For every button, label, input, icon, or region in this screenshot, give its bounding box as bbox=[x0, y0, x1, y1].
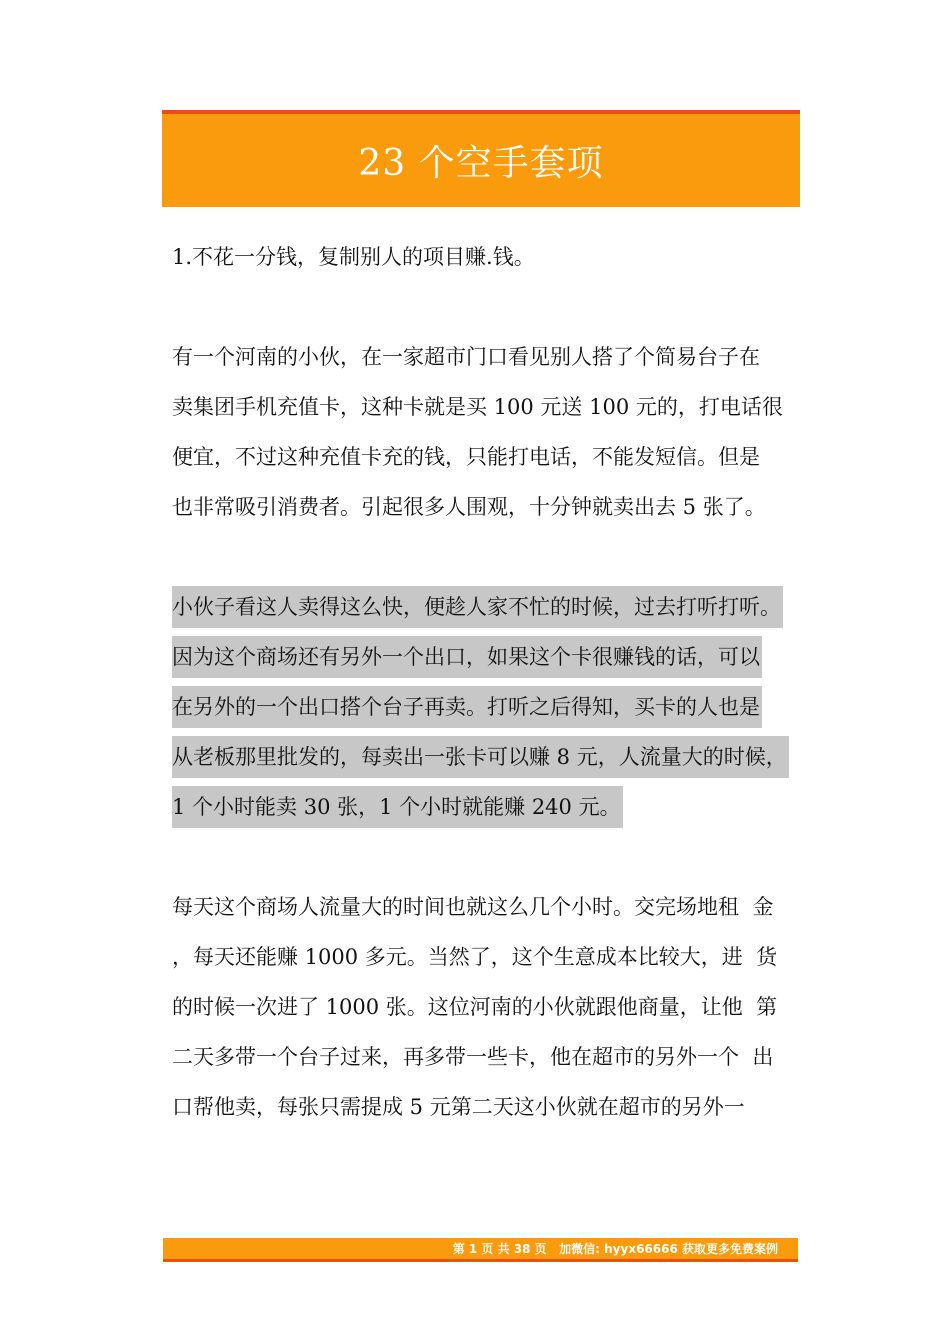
paragraph-line: 每天这个商场人流量大的时间也就这么几个小时。交完场地租 金 bbox=[172, 895, 774, 919]
highlighted-text: 1 个小时能卖 30 张，1 个小时就能赚 240 元。 bbox=[172, 786, 623, 828]
paragraph-line: 也非常吸引消费者。引起很多人围观，十分钟就卖出去 5 张了。 bbox=[172, 495, 766, 519]
highlighted-text: 从老板那里批发的，每卖出一张卡可以赚 8 元，人流量大的时候， bbox=[172, 736, 789, 778]
paragraph-line: 口帮他卖，每张只需提成 5 元第二天这小伙就在超市的另外一 bbox=[172, 1095, 745, 1119]
paragraph-line bbox=[172, 682, 812, 732]
spacer bbox=[172, 282, 812, 332]
paragraph-line bbox=[172, 582, 812, 632]
title-banner bbox=[162, 110, 800, 207]
paragraph-1 bbox=[172, 332, 812, 532]
paragraph-3 bbox=[172, 882, 812, 1132]
paragraph-line bbox=[172, 632, 812, 682]
section-heading: 1.不花一分钱，复制别人的项目赚.钱。 bbox=[172, 245, 535, 269]
paragraph-line: 的时候一次进了 1000 张。这位河南的小伙就跟他商量，让他 第 bbox=[172, 995, 778, 1019]
paragraph-2-highlighted bbox=[172, 582, 812, 832]
highlighted-text: 小伙子看这人卖得这么快，便趁人家不忙的时候，过去打听打听。 bbox=[172, 586, 783, 628]
page-footer bbox=[163, 1238, 798, 1262]
paragraph-line: 便宜，不过这种充值卡充的钱，只能打电话，不能发短信。但是 bbox=[172, 445, 760, 469]
paragraph-line: 有一个河南的小伙，在一家超市门口看见别人搭了个简易台子在 bbox=[172, 345, 760, 369]
highlighted-text: 在另外的一个出口搭个台子再卖。打听之后得知，买卡的人也是 bbox=[172, 686, 762, 728]
paragraph-line bbox=[172, 782, 812, 832]
highlighted-text: 因为这个商场还有另外一个出口，如果这个卡很赚钱的话，可以 bbox=[172, 636, 762, 678]
paragraph-line bbox=[172, 732, 812, 782]
spacer bbox=[172, 832, 812, 882]
document-body bbox=[172, 232, 812, 1132]
document-title: 23 个空手套项 bbox=[358, 143, 604, 184]
paragraph-line: 卖集团手机充值卡，这种卡就是买 100 元送 100 元的，打电话很 bbox=[172, 395, 783, 419]
paragraph-line: 二天多带一个台子过来，再多带一些卡，他在超市的另外一个 出 bbox=[172, 1045, 774, 1069]
footer-text: 第 1 页 共 38 页 加微信: hyyx66666 获取更多免费案例 bbox=[452, 1242, 778, 1256]
spacer bbox=[172, 532, 812, 582]
paragraph-line: ，每天还能赚 1000 多元。当然了，这个生意成本比较大，进 货 bbox=[172, 945, 778, 969]
